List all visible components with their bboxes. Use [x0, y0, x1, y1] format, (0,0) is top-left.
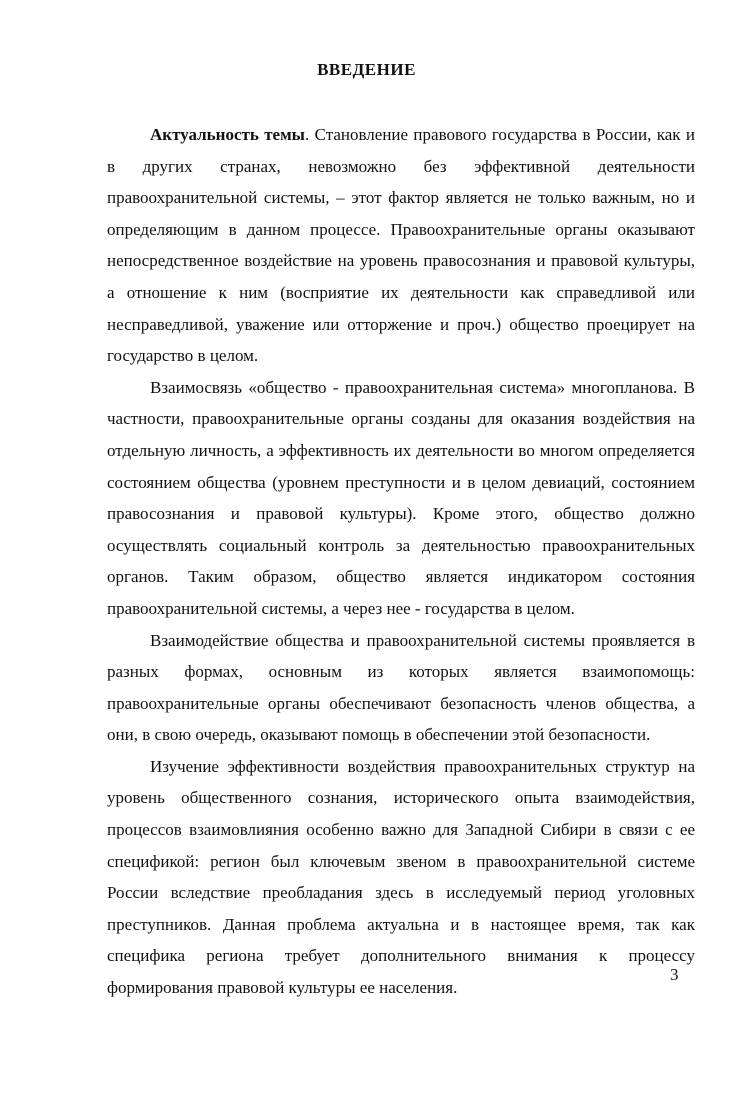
paragraph-text: . Становление правового государства в России, как и в других странах, невозможно без эффективной деятельности правоохранительной системы, – этот фактор является не только важным, но и определяющим в данном процессе. Правоохранительные органы оказывают непосредственное воздействие на уровень правосознания и правовой культуры, а отношение к ним (восприятие их деятельности как справедливой или несправедливой, уважение или отторжение и проч.) общество проецирует на государство в целом.	[107, 125, 695, 366]
paragraph-interrelation: Взаимосвязь «общество - правоохранительная система» многопланова. В частности, правоохранительные органы созданы для оказания воздействия на отдельную личность, а эффективность их деятельности во многом определяется состоянием общества (уровнем преступности и в целом девиаций, состоянием правосознания и правовой культуры). Кроме этого, общество должно осуществлять социальный контроль за деятельностью правоохранительных органов. Таким образом, общество является индикатором состояния правоохранительной системы, а через нее - государства в целом.	[107, 377, 695, 618]
paragraph-lead-term: Актуальность темы	[150, 125, 305, 144]
body-text	[107, 119, 695, 1004]
paragraph-interaction: Взаимодействие общества и правоохранительной системы проявляется в разных формах, основным из которых является взаимопомощь: правоохранительные органы обеспечивают безопасность членов общества, а они, в свою очередь, оказывают помощь в обеспечении этой безопасности.	[107, 630, 695, 745]
page-number: 3	[670, 965, 679, 984]
paragraph-relevance	[107, 119, 695, 372]
paragraph-study: Изучение эффективности воздействия правоохранительных структур на уровень общественного сознания, исторического опыта взаимодействия, процессов взаимовлияния особенно важно для Западной Сибири в связи с ее спецификой: регион был ключевым звеном в правоохранительной системе России вследствие преобладания здесь в исследуемый период уголовных преступников. Данная проблема актуальна и в настоящее время, так как специфика региона требует дополнительного внимания к процессу формирования правовой культуры ее населения.	[107, 756, 695, 998]
section-heading: ВВЕДЕНИЕ	[317, 60, 416, 79]
